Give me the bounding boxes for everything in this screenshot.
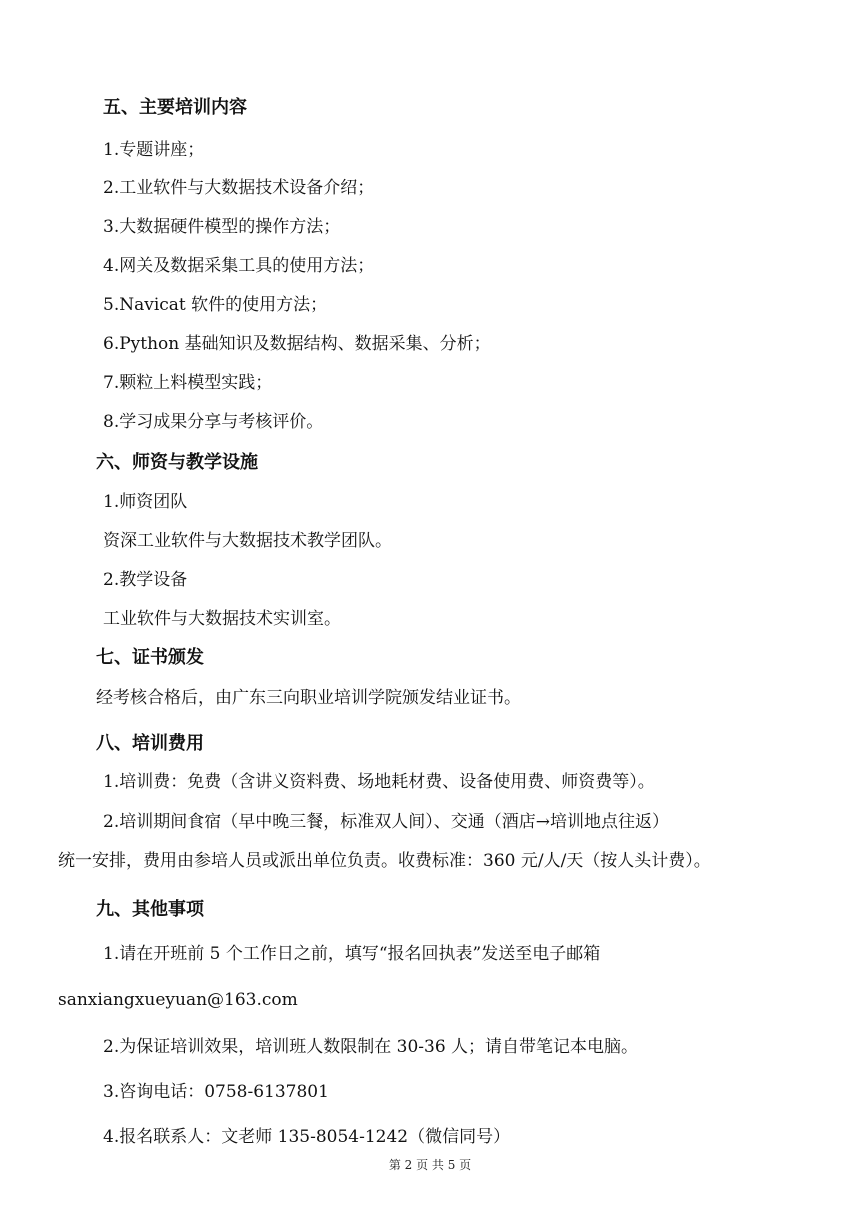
- email-address[interactable]: sanxiangxueyuan@163.com: [58, 990, 298, 1010]
- section9-heading: 九、其他事项: [96, 899, 204, 920]
- list-item: 1.专题讲座；: [103, 140, 205, 160]
- equipment-title: 2.教学设备: [103, 570, 188, 590]
- list-item: 5.Navicat 软件的使用方法；: [103, 295, 328, 315]
- phone-text: 3.咨询电话：0758-6137801: [103, 1082, 329, 1102]
- lodging-text-line2: 统一安排，费用由参培人员或派出单位负责。收费标准：360 元/人/天（按人头计费）。: [58, 851, 711, 871]
- registration-text: 1.请在开班前 5 个工作日之前，填写“报名回执表”发送至电子邮箱: [103, 944, 601, 964]
- list-item: 6.Python 基础知识及数据结构、数据采集、分析；: [103, 334, 491, 354]
- lodging-text-line1: 2.培训期间食宿（早中晚三餐，标准双人间）、交通（酒店→培训地点往返）: [103, 812, 669, 832]
- section5-heading: 五、主要培训内容: [103, 97, 247, 118]
- contact-text: 4.报名联系人：文老师 135-8054-1242（微信同号）: [103, 1127, 511, 1147]
- list-item: 7.颗粒上料模型实践；: [103, 373, 273, 393]
- list-item: 3.大数据硬件模型的操作方法；: [103, 217, 341, 237]
- section8-heading: 八、培训费用: [96, 733, 204, 754]
- team-title: 1.师资团队: [103, 492, 188, 512]
- list-item: 8.学习成果分享与考核评价。: [103, 412, 324, 432]
- list-item: 4.网关及数据采集工具的使用方法；: [103, 256, 375, 276]
- page-number: 第 2 页 共 5 页: [388, 1158, 472, 1172]
- section7-heading: 七、证书颁发: [96, 647, 204, 668]
- class-size-text: 2.为保证培训效果，培训班人数限制在 30-36 人；请自带笔记本电脑。: [103, 1037, 639, 1057]
- section6-heading: 六、师资与教学设施: [96, 452, 258, 473]
- equipment-text: 工业软件与大数据技术实训室。: [103, 609, 341, 629]
- fee-text: 1.培训费：免费（含讲义资料费、场地耗材费、设备使用费、师资费等）。: [103, 772, 655, 792]
- team-text: 资深工业软件与大数据技术教学团队。: [103, 531, 392, 551]
- certificate-text: 经考核合格后，由广东三向职业培训学院颁发结业证书。: [96, 688, 521, 708]
- list-item: 2.工业软件与大数据技术设备介绍；: [103, 178, 375, 198]
